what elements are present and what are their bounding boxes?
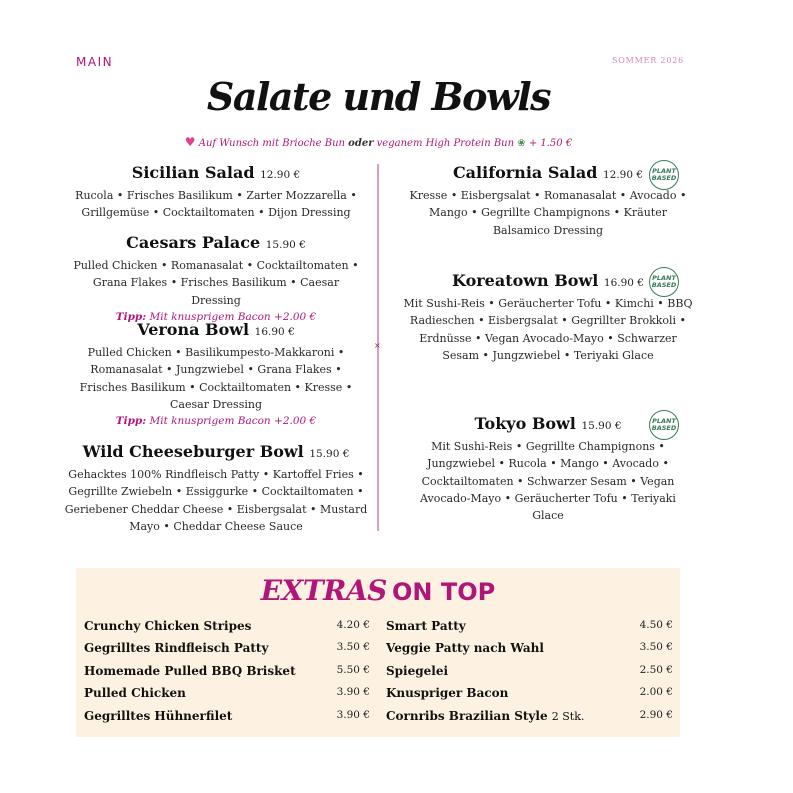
- item-description: Gehacktes 100% Rindfleisch Patty • Kartoffel Fries • Gegrillte Zwiebeln • Essiggurke • Cocktailtomaten • Geriebener Cheddar Cheese • Eisbergsalat • Mustard Mayo • Cheddar Cheese Sauce: [64, 468, 368, 533]
- tip-text: Mit knusprigem Bacon +2.00 €: [149, 310, 317, 323]
- extra-price: 5.50 €: [336, 664, 370, 676]
- tip-label: Tipp:: [115, 415, 147, 428]
- note-price: + 1.50 €: [528, 138, 573, 149]
- item-price: 15.90 €: [265, 239, 306, 251]
- heart-icon: ♥: [184, 135, 196, 149]
- extra-name: [386, 709, 584, 723]
- item-price: 12.90 €: [602, 169, 644, 181]
- item-description: Mit Sushi-Reis • Geräucherter Tofu • Kimchi • BBQ Radieschen • Eisbergsalat • Gegrillter Brokkoli • Erdnüsse • Vegan Avocado-Mayo • Schwarzer Sesam • Jungzwiebel • Teriyaki Glace: [403, 297, 693, 362]
- menu-item: [71, 233, 361, 326]
- item-price: 16.90 €: [254, 326, 295, 338]
- extra-name: Veggie Patty nach Wahl: [386, 641, 544, 655]
- item-description: Pulled Chicken • Romanasalat • Cocktailtomaten • Grana Flakes • Frisches Basilikum • Caesar Dressing: [73, 259, 359, 307]
- extra-name: Pulled Chicken: [84, 686, 186, 700]
- item-description: Kresse • Eisbergsalat • Romanasalat • Avocado • Mango • Gegrillte Champignons • Kräuter Balsamico Dressing: [409, 189, 687, 237]
- extra-qty: 2 Stk.: [551, 710, 585, 723]
- menu-item: [71, 163, 361, 222]
- extra-row: [386, 641, 673, 663]
- extra-price: 3.90 €: [336, 709, 370, 721]
- item-name: Caesars Palace: [126, 233, 261, 252]
- plant-based-badge-icon: PLANT BASED: [649, 267, 679, 297]
- tip-text: Mit knusprigem Bacon +2.00 €: [149, 415, 317, 428]
- extra-price: 4.50 €: [639, 619, 673, 631]
- leaf-icon: ❀: [517, 138, 526, 149]
- season-label: SOMMER 2026: [612, 56, 684, 65]
- plant-based-badge-icon: PLANT BASED: [649, 410, 679, 440]
- extra-row: [386, 619, 673, 641]
- item-description: Mit Sushi-Reis • Gegrillte Champignons • Jungzwiebel • Rucola • Mango • Avocado • Cocktailtomaten • Schwarzer Sesam • Vegan Avocado-Mayo • Geräucherter Tofu • Teriyaki Glace: [420, 440, 676, 523]
- item-name: California Salad: [452, 163, 598, 182]
- note-suffix: veganem High Protein Bun: [376, 138, 515, 149]
- item-description: Rucola • Frisches Basilikum • Zarter Mozzarella • Grillgemüse • Cocktailtomaten • Dijon Dressing: [75, 189, 357, 220]
- menu-item: [63, 442, 369, 535]
- extras-heading-a: EXTRAS: [260, 574, 387, 607]
- extra-row: [386, 709, 673, 731]
- extra-price: 4.20 €: [336, 619, 370, 631]
- extra-name: Gegrilltes Rindfleisch Patty: [84, 641, 269, 655]
- extra-price: 3.50 €: [336, 641, 370, 653]
- extra-row: [84, 641, 370, 663]
- item-description: Pulled Chicken • Basilikumpesto-Makkaroni • Romanasalat • Jungzwiebel • Grana Flakes • Frisches Basilikum • Cocktailtomaten • Kresse • Caesar Dressing: [79, 346, 353, 411]
- item-name: Verona Bowl: [137, 320, 250, 339]
- divider-mark-icon: ×: [374, 341, 381, 350]
- menu-item: [71, 320, 361, 430]
- extra-name: Homemade Pulled BBQ Brisket: [84, 664, 296, 678]
- extra-name-text: Cornribs Brazilian Style: [386, 709, 548, 723]
- extra-price: 2.00 €: [639, 686, 673, 698]
- extra-row: [84, 709, 370, 731]
- plant-based-badge-icon: PLANT BASED: [649, 160, 679, 190]
- note-prefix: Auf Wunsch mit Brioche Bun: [198, 138, 345, 149]
- extra-row: [84, 686, 370, 708]
- extra-row: [386, 664, 673, 686]
- extra-row: [386, 686, 673, 708]
- extra-price: 2.50 €: [639, 664, 673, 676]
- extra-price: 2.90 €: [639, 709, 673, 721]
- extras-heading: [76, 574, 680, 607]
- extra-name: Smart Patty: [386, 619, 466, 633]
- item-name: Sicilian Salad: [131, 163, 255, 182]
- item-name: Wild Cheeseburger Bowl: [82, 442, 304, 461]
- extra-row: [84, 664, 370, 686]
- note-or: oder: [348, 138, 374, 149]
- extra-row: [84, 619, 370, 641]
- page-title: Salate und Bowls: [206, 74, 551, 119]
- extras-heading-b: ON TOP: [392, 578, 496, 606]
- item-price: 15.90 €: [581, 420, 622, 432]
- extra-name: Crunchy Chicken Stripes: [84, 619, 252, 633]
- item-tip: [71, 413, 361, 430]
- extra-price: 3.50 €: [639, 641, 673, 653]
- item-name: Koreatown Bowl: [452, 271, 599, 290]
- bun-note: [0, 135, 757, 149]
- item-name: Tokyo Bowl: [474, 414, 576, 433]
- extra-price: 3.90 €: [336, 686, 370, 698]
- item-price: 16.90 €: [603, 277, 644, 289]
- item-price: 12.90 €: [260, 169, 301, 181]
- extra-name: Gegrilltes Hühnerfilet: [84, 709, 233, 723]
- extra-name: Spiegelei: [386, 664, 449, 678]
- tip-label: Tipp:: [115, 310, 147, 323]
- item-price: 15.90 €: [309, 448, 350, 460]
- extra-name: Knuspriger Bacon: [386, 686, 509, 700]
- section-label: MAIN: [76, 55, 114, 69]
